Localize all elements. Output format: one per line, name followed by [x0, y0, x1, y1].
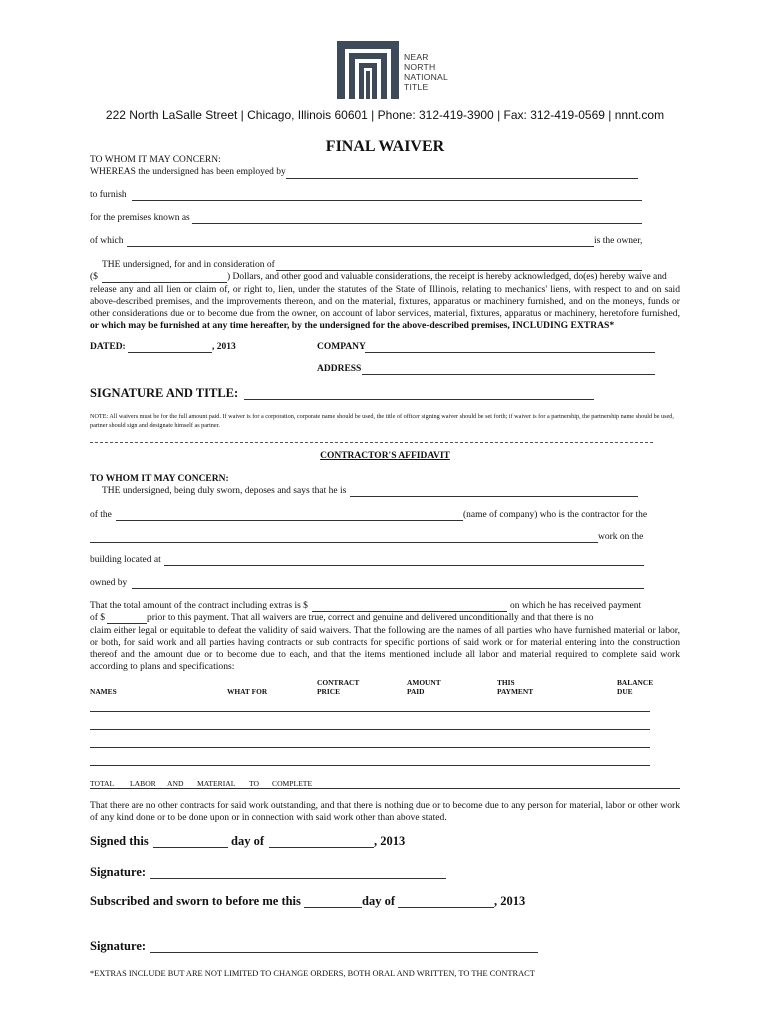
affidavit-body: claim either legal or equitable to defeat the validity of said waivers. That the following are the names of all parties who have furnished material or labor, or both, for said work and all parties having contracts or sub contracts for specific portions of said work or for material entering into the construction thereof and the amount due or to become due to each, and that the items mentioned include all labor and material required to complete said work according to plans and specifications: — [90, 625, 680, 672]
dated-label: DATED: — [90, 342, 126, 352]
signature-label-1: Signature: — [90, 865, 147, 879]
logo-line: TITLE — [404, 82, 429, 92]
owner-field[interactable] — [127, 246, 594, 247]
col-this-line: PAYMENT — [497, 687, 534, 696]
signature-title-label: SIGNATURE AND TITLE: — [90, 386, 239, 400]
waiver-body-bold: or which may be furnished at any time hereafter, by the undersigned for the above-described premises, INCLUDING EXTRAS* — [90, 320, 615, 331]
work-on-label: work on the — [598, 532, 644, 542]
signed-month-field[interactable] — [269, 847, 374, 848]
signature-title-field[interactable] — [244, 399, 594, 400]
extras-footnote: *EXTRAS INCLUDE BUT ARE NOT LIMITED TO CHANGE ORDERS, BOTH ORAL AND WRITTEN, TO THE CONTRACT — [90, 969, 535, 978]
no-other-contracts: That there are no other contracts for said work outstanding, and that there is nothing due or to become due to any person for material, labor or other work of any kind done or to be done upon or in connection with said work other than above stated. — [90, 800, 680, 823]
dated-field[interactable] — [128, 352, 212, 353]
signature-label-2: Signature: — [90, 939, 147, 953]
totals-line[interactable] — [90, 788, 680, 789]
dollar-prefix: ($ — [90, 272, 98, 282]
signed-year: , 2013 — [374, 834, 406, 848]
signed-day-field[interactable] — [153, 847, 228, 848]
sworn-month-field[interactable] — [398, 907, 494, 908]
company-label: COMPANY — [317, 342, 366, 352]
col-balance-due — [617, 678, 653, 696]
premises-label: for the premises known as — [90, 213, 190, 223]
affidavit-to-whom: TO WHOM IT MAY CONCERN: — [90, 474, 229, 484]
col-amount-line: PAID — [407, 687, 425, 696]
totals-word: MATERIAL — [197, 779, 236, 788]
col-this-payment — [497, 678, 533, 696]
col-names: NAMES — [90, 687, 117, 696]
received-label: on which he has received payment — [510, 601, 642, 611]
total-amount-field[interactable] — [312, 611, 507, 612]
building-field[interactable] — [164, 565, 644, 566]
col-this-line: THIS — [497, 678, 515, 687]
col-balance-line: DUE — [617, 687, 633, 696]
owned-by-field[interactable] — [132, 588, 644, 589]
table-row[interactable] — [90, 711, 650, 712]
totals-word: AND — [167, 779, 184, 788]
signed-this-label: Signed this — [90, 834, 149, 848]
col-amount-line: AMOUNT — [407, 678, 441, 687]
sworn-year: , 2013 — [494, 894, 526, 908]
company-name-field[interactable] — [116, 520, 463, 521]
col-contract-line: CONTRACT — [317, 678, 360, 687]
company-field[interactable] — [365, 352, 655, 353]
sworn-day-field[interactable] — [304, 907, 362, 908]
waiver-note: NOTE: All waivers must be for the full amount paid. If waiver is for a corporation, corporate name should be used, the title of officer signing waiver should be set forth; if waiver is for a partnership, the partnership name should be used, partner should sign and designate himself as partner. — [90, 413, 674, 429]
total-amount-label: That the total amount of the contract including extras is $ — [90, 601, 308, 611]
col-contract-line: PRICE — [317, 687, 340, 696]
is-owner-label: is the owner, — [594, 236, 643, 246]
subscribed-label: Subscribed and sworn to before me this — [90, 894, 301, 908]
totals-word: LABOR — [130, 779, 156, 788]
building-label: building located at — [90, 555, 161, 565]
table-row[interactable] — [90, 765, 650, 766]
of-dollar-label: of $ — [90, 613, 106, 623]
col-what-for: WHAT FOR — [227, 687, 268, 696]
company-address: 222 North LaSalle Street | Chicago, Illinois 60601 | Phone: 312-419-3900 | Fax: 312-419-0569 | nnnt.com — [105, 108, 665, 122]
signature-field-1[interactable] — [150, 878, 446, 879]
totals-word: TOTAL — [90, 779, 115, 788]
consideration-field[interactable] — [276, 270, 642, 271]
to-whom-heading: TO WHOM IT MAY CONCERN: — [90, 155, 221, 165]
logo-line: NEAR — [404, 52, 429, 62]
col-contract-price — [317, 678, 359, 696]
address-label: ADDRESS — [317, 364, 362, 374]
of-the-label: of the — [90, 510, 112, 520]
dated-year: , 2013 — [212, 342, 236, 352]
waiver-body-text: release any and all lien or claim of, or right to, lien, under the statutes of the State of Illinois, relating to mechanics' liens, with respect to and on said above-described premises, and the improvements thereon, and on the material, fixtures, apparatus or machinery furnished, and on the moneys, funds or other considerations due or to become due from the owner, on account of labor services, material, fixtures, apparatus or machinery, heretofore furnished, — [90, 284, 680, 319]
logo-wordmark — [404, 52, 448, 92]
table-row[interactable] — [90, 747, 650, 748]
logo-line: NATIONAL — [404, 72, 448, 82]
document-title: FINAL WAIVER — [325, 138, 445, 155]
waiver-body — [90, 284, 680, 332]
affidavit-heading: CONTRACTOR'S AFFIDAVIT — [320, 451, 450, 461]
of-which-label: of which — [90, 236, 124, 246]
name-of-company-label: (name of company) who is the contractor for the — [463, 510, 648, 520]
signature-field-2[interactable] — [150, 952, 538, 953]
address-field[interactable] — [362, 374, 655, 375]
furnish-label: to furnish — [90, 190, 127, 200]
signed-day-of: day of — [231, 834, 264, 848]
col-balance-line: BALANCE — [617, 678, 654, 687]
owned-by-label: owned by — [90, 578, 128, 588]
received-amount-field[interactable] — [107, 623, 147, 624]
employer-field[interactable] — [286, 178, 638, 179]
consideration-label: THE undersigned, for and in consideration of — [102, 260, 275, 270]
amount-field[interactable] — [102, 282, 227, 283]
waiver-body-line1: ) Dollars, and other good and valuable considerations, the receipt is hereby acknowledged, do(es) hereby waive and — [227, 272, 667, 282]
prior-payment-label: prior to this payment. That all waivers are true, correct and genuine and delivered unconditionally and that there is no — [147, 613, 594, 623]
section-divider — [90, 442, 653, 443]
company-logo — [337, 41, 399, 99]
work-field[interactable] — [90, 542, 598, 543]
premises-field[interactable] — [192, 223, 642, 224]
totals-word: COMPLETE — [272, 779, 313, 788]
sworn-day-of: day of — [362, 894, 395, 908]
sworn-label: THE undersigned, being duly sworn, deposes and says that he is — [102, 486, 347, 496]
whereas-label: WHEREAS the undersigned has been employed by — [90, 167, 286, 177]
logo-line: NORTH — [404, 62, 436, 72]
col-amount-paid — [407, 678, 441, 696]
totals-word: TO — [249, 779, 259, 788]
table-row[interactable] — [90, 729, 650, 730]
furnish-field[interactable] — [132, 200, 642, 201]
position-field[interactable] — [350, 496, 638, 497]
